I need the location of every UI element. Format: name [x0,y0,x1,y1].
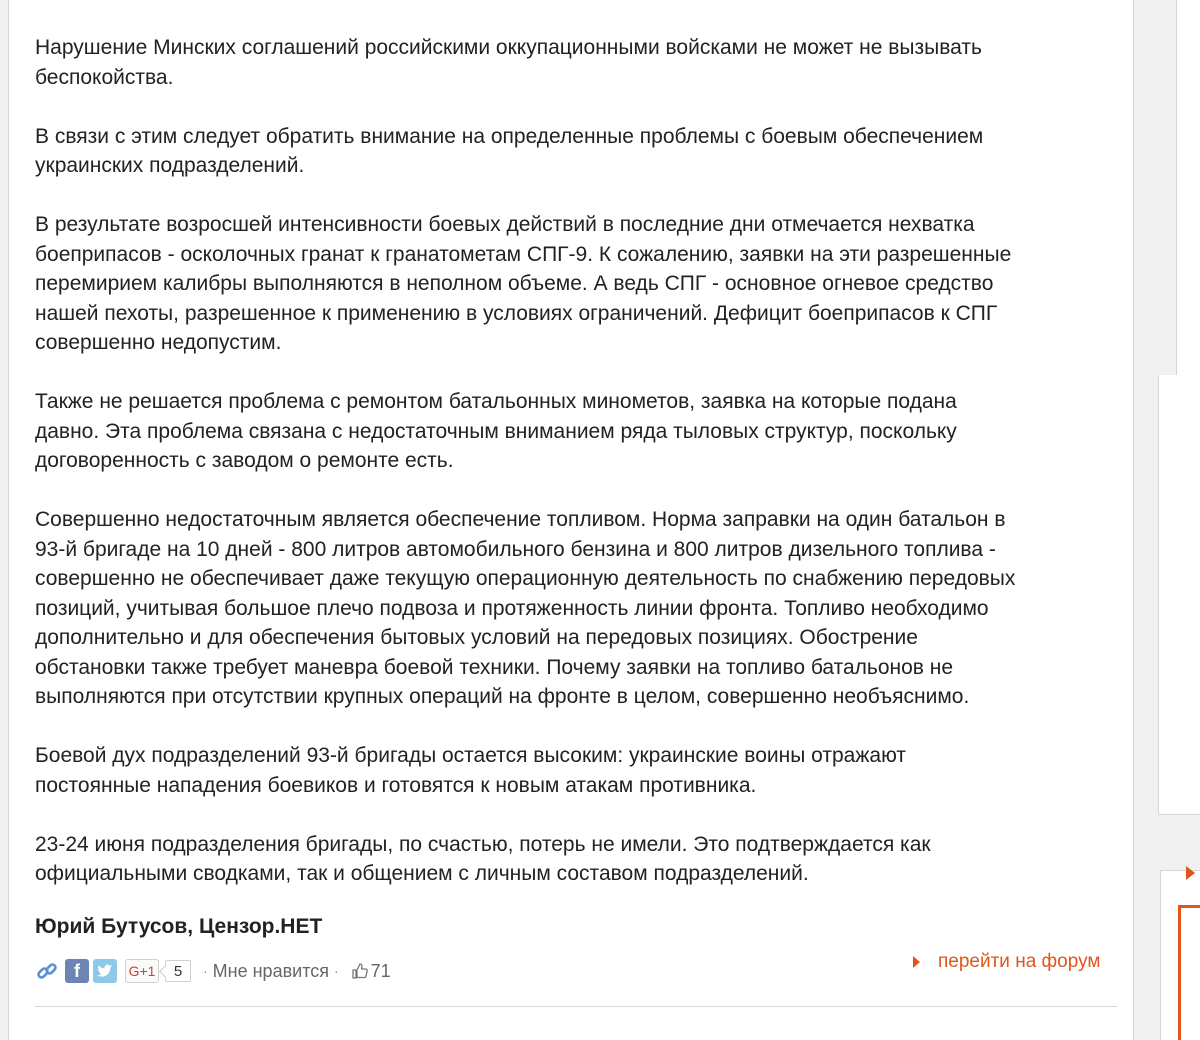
sidebar-arrow-icon[interactable] [1186,866,1195,880]
like-label[interactable]: Мне нравится [212,960,329,981]
share-bar [35,958,391,984]
article-panel [8,0,1134,1040]
paragraph-line: 23-24 июня подразделения бригады, по счастью, потерь не имели. Это подтверждается как [35,832,931,856]
facebook-icon[interactable]: f [65,959,89,983]
paragraph-line: совершенно недопустим. [35,331,282,354]
paragraph-line: официальными сводками, так и общением с личным составом подразделений. [35,862,809,885]
paragraph-3 [35,210,1125,358]
sidebar-highlight-box[interactable] [1178,905,1200,1040]
gplus-count: 5 [165,960,191,982]
link-icon[interactable] [35,959,59,983]
paragraph-line: перемирием калибры выполняются в неполном объеме. А ведь СПГ - основное огневое средство [35,272,994,295]
paragraph-line: 93-й бригаде на 10 дней - 800 литров автомобильного бензина и 800 литров дизельного топлива - [35,537,996,561]
thumbs-up-icon[interactable] [351,962,369,980]
paragraph-7 [35,830,1125,889]
paragraph-line: беспокойства. [35,65,174,89]
paragraph-line: постоянные нападения боевиков и готовятся к новым атакам противника. [35,773,757,797]
like-count: 71 [370,960,391,981]
paragraph-line: боеприпасов - осколочных гранат к гранатометам СПГ-9. К сожалению, заявки на эти разрешенные [35,242,1012,266]
separator-dot: · [334,963,339,979]
sidebar-panel-middle [1158,375,1200,815]
thumbs-up-svg [351,962,369,980]
separator-dot: · [203,963,208,979]
forum-link[interactable] [913,951,1100,973]
paragraph-line: позиций, учитывая большое плечо подвоза и протяженность линии фронта. Топливо необходимо [35,596,989,620]
paragraph-6 [35,741,1125,800]
paragraph-line: совершенно не обеспечивает даже текущую операционную деятельность по снабжению передовых [35,567,1016,590]
paragraph-line: Нарушение Минских соглашений российскими оккупационными войсками не может не вызывать [35,36,982,59]
paragraph-line: Совершенно недостаточным является обеспечение топливом. Норма заправки на один батальон в [35,508,1006,531]
gplus-button[interactable]: G+1 [125,959,159,983]
paragraph-line: нашей пехоты, разрешенное к применению в условиях ограничений. Дефицит боеприпасов к СПГ [35,301,998,325]
paragraph-line: украинских подразделений. [35,154,305,177]
link-icon-svg [36,960,58,982]
paragraph-5 [35,505,1125,712]
paragraph-line: обстановки также требует маневра боевой техники. Почему заявки на топливо батальонов не [35,655,954,679]
paragraph-line: дополнительно и для обеспечения бытовых условий на передовых позициях. Обострение [35,626,918,649]
paragraph-line: давно. Эта проблема связана с недостаточным вниманием ряда тыловых структур, поскольку [35,419,957,443]
paragraph-1 [35,33,1125,92]
forum-link-label[interactable]: перейти на форум [938,951,1101,972]
paragraph-line: Также не решается проблема с ремонтом батальонных минометов, заявка на которые подана [35,390,957,413]
divider [35,1006,1117,1007]
paragraph-line: выполняются при отсутствии крупных операций на фронте в целом, совершенно необъяснимо. [35,685,970,708]
twitter-bird-svg [97,964,113,978]
paragraph-2 [35,122,1125,181]
paragraph-line: В результате возросшей интенсивности боевых действий в последние дни отмечается нехватка [35,213,975,236]
article-body [35,33,1125,918]
paragraph-line: Боевой дух подразделений 93-й бригады остается высоким: украинские воины отражают [35,744,906,767]
arrow-right-icon [913,956,920,968]
twitter-icon[interactable] [93,959,117,983]
sidebar-panel-top [1176,0,1200,376]
paragraph-line: договоренность с заводом о ремонте есть. [35,449,454,472]
paragraph-4 [35,387,1125,476]
article-author: Юрий Бутусов, Цензор.НЕТ [35,915,323,938]
paragraph-line: В связи с этим следует обратить внимание на определенные проблемы с боевым обеспечением [35,124,984,148]
